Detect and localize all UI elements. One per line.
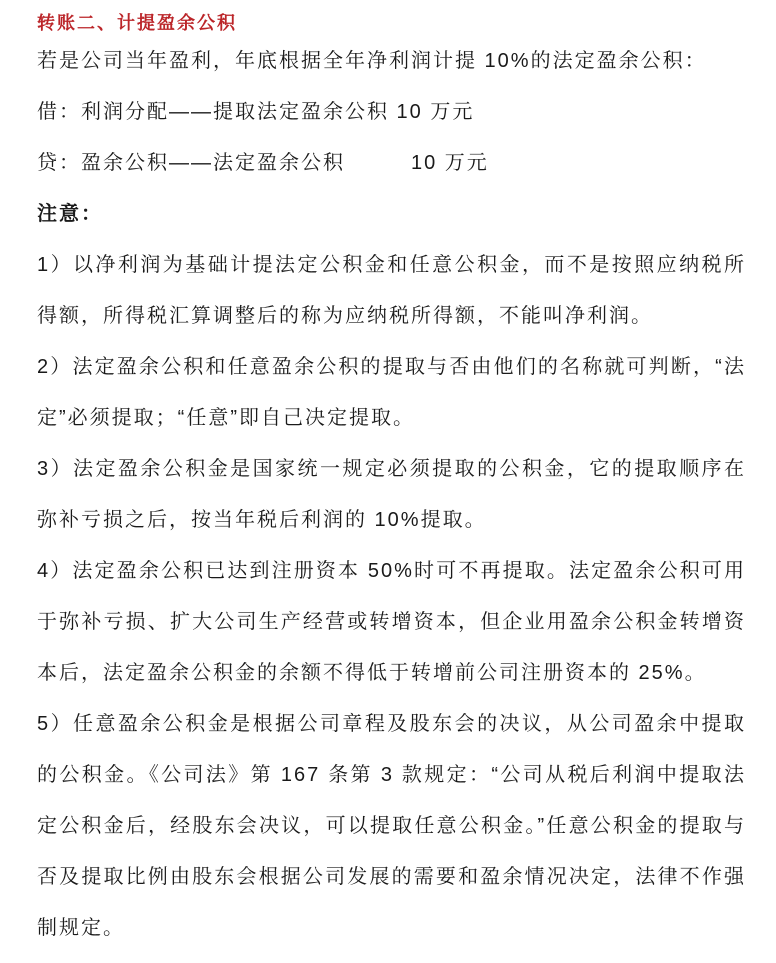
intro-paragraph: 若是公司当年盈利，年底根据全年净利润计提 10%的法定盈余公积： bbox=[37, 50, 707, 72]
journal-entry-debit: 借：利润分配——提取法定盈余公积 10 万元 bbox=[37, 101, 475, 123]
note-item-1: 1）以净利润为基础计提法定公积金和任意公积金，而不是按照应纳税所得额，所得税汇算调整后的称为应纳税所得额，不能叫净利润。 bbox=[37, 254, 746, 327]
note-item-5: 5）任意盈余公积金是根据公司章程及股东会的决议，从公司盈余中提取的公积金。《公司法》第 167 条第 3 款规定：“公司从税后利润中提取法定公积金后，经股东会决议，可以提取任意公积金。”任意公积金的提取与否及提取比例由股东会根据公司发展的需要和盈余情况决定，法律不作强制规定。 bbox=[37, 713, 746, 939]
note-item-3: 3）法定盈余公积金是国家统一规定必须提取的公积金，它的提取顺序在弥补亏损之后，按当年税后利润的 10%提取。 bbox=[37, 458, 746, 531]
section-title: 转账二、计提盈余公积 bbox=[37, 13, 237, 33]
note-item-4: 4）法定盈余公积已达到注册资本 50%时可不再提取。法定盈余公积可用于弥补亏损、扩大公司生产经营或转增资本，但企业用盈余公积金转增资本后，法定盈余公积金的余额不得低于转增前公司注册资本的 25%。 bbox=[37, 560, 746, 684]
note-item-2: 2）法定盈余公积和任意盈余公积的提取与否由他们的名称就可判断，“法定”必须提取；“任意”即自己决定提取。 bbox=[37, 356, 746, 429]
journal-entry-credit: 贷：盈余公积——法定盈余公积 10 万元 bbox=[37, 152, 489, 174]
note-heading: 注意： bbox=[37, 203, 103, 225]
